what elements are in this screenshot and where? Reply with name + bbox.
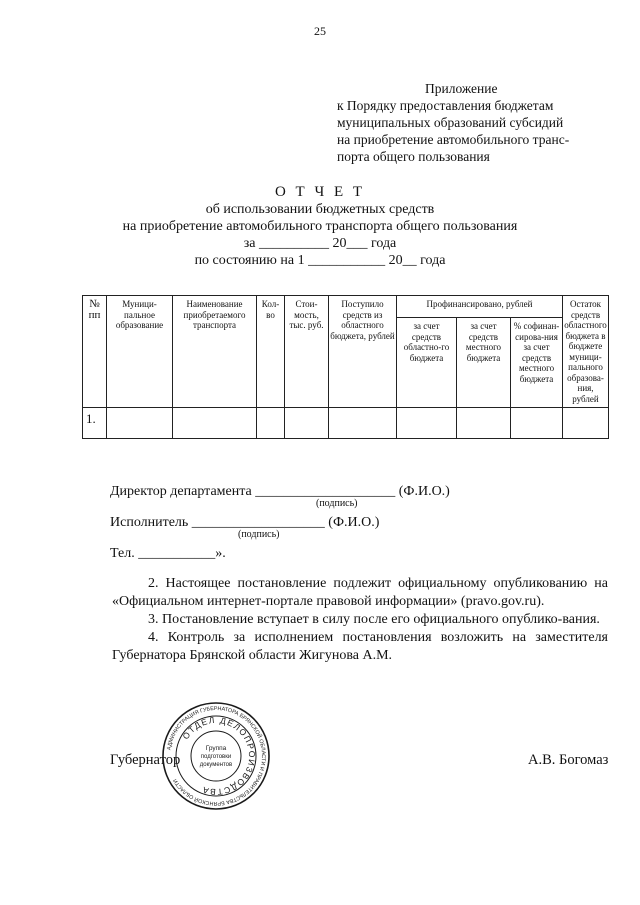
executor-signature-line: Исполнитель ___________________ (Ф.И.О.) bbox=[110, 515, 380, 530]
report-period: за __________ 20___ года bbox=[243, 236, 397, 251]
stamp-center-line: подготовки bbox=[200, 754, 232, 760]
col-header-cost: Стои-мость, тыс. руб. bbox=[285, 296, 329, 408]
stamp-seal-icon bbox=[160, 700, 272, 812]
col-header-municipality: Муници-пальное образование bbox=[107, 296, 173, 408]
report-heading bbox=[0, 184, 640, 269]
report-date: по состоянию на 1 ___________ 20__ года bbox=[194, 253, 446, 268]
report-title: О Т Ч Е Т bbox=[274, 184, 366, 200]
closing-paragraphs bbox=[112, 575, 608, 665]
stamp-inner-text: ОТДЕЛ ДЕЛОПРОИЗВОДСТВА bbox=[180, 714, 258, 798]
table-row bbox=[83, 408, 609, 439]
director-signature-line: Директор департамента ____________________ (Ф.И.О.) bbox=[110, 484, 450, 499]
appendix-line: порта общего пользования bbox=[337, 149, 490, 164]
col-header-balance: Остаток средств областного бюджета в бюджете муници-пального образова-ния, рублей bbox=[563, 296, 609, 408]
stamp-center-line: Группа bbox=[205, 745, 227, 752]
table-cell bbox=[257, 408, 285, 439]
table-cell bbox=[173, 408, 257, 439]
governor-name: А.В. Богомаз bbox=[528, 752, 609, 768]
table-cell: 1. bbox=[83, 408, 107, 439]
table-cell bbox=[107, 408, 173, 439]
table-cell bbox=[329, 408, 397, 439]
report-table bbox=[82, 295, 609, 439]
paragraph-3: 3. Постановление вступает в силу после его официального опублико-вания. bbox=[148, 612, 600, 627]
col-header-local: за счет средств местного бюджета bbox=[457, 318, 511, 408]
appendix-line: к Порядку предоставления бюджетам bbox=[337, 98, 554, 113]
appendix-block bbox=[337, 80, 607, 165]
col-header-qty: Кол-во bbox=[257, 296, 285, 408]
stamp-center-line: документов bbox=[199, 762, 233, 768]
table-cell bbox=[285, 408, 329, 439]
col-header-num: № пп bbox=[83, 296, 107, 408]
table-cell bbox=[511, 408, 563, 439]
table-cell bbox=[397, 408, 457, 439]
paragraph-2: 2. Настоящее постановление подлежит официальному опубликованию на «Официальном интернет-портале правовой информации» (pravo.gov.ru). bbox=[112, 576, 608, 609]
col-header-vehicle: Наименование приобретаемого транспорта bbox=[173, 296, 257, 408]
col-header-received: Поступило средств из областного бюджета, рублей bbox=[329, 296, 397, 408]
appendix-line: на приобретение автомобильного транс- bbox=[337, 132, 570, 147]
col-header-regional: за счет средств областно-го бюджета bbox=[397, 318, 457, 408]
col-header-percent: % софинан-сирова-ния за счет средств местного бюджета bbox=[511, 318, 563, 408]
col-header-financed: Профинансировано, рублей bbox=[397, 296, 563, 318]
phone-line: Тел. ___________». bbox=[110, 546, 226, 561]
paragraph-4: 4. Контроль за исполнением постановления возложить на заместителя Губернатора Брянской области Жигунова А.М. bbox=[112, 630, 608, 663]
appendix-line: муниципальных образований субсидий bbox=[337, 115, 564, 130]
table-cell bbox=[457, 408, 511, 439]
governor-title: Губернатор bbox=[110, 752, 181, 768]
signature-caption: (подпись) bbox=[316, 498, 358, 509]
page-number: 25 bbox=[314, 24, 326, 38]
appendix-title: Приложение bbox=[425, 81, 498, 96]
table-cell bbox=[563, 408, 609, 439]
signature-caption: (подпись) bbox=[238, 529, 280, 540]
official-stamp bbox=[160, 700, 272, 812]
stamp-outer-text: АДМИНИСТРАЦИЯ ГУБЕРНАТОРА БРЯНСКОЙ ОБЛАСТИ И ПРАВИТЕЛЬСТВА БРЯНСКОЙ ОБЛАСТИ bbox=[166, 705, 267, 807]
report-subtitle-1: об использовании бюджетных средств bbox=[205, 202, 435, 217]
report-subtitle-2: на приобретение автомобильного транспорта общего пользования bbox=[122, 219, 518, 234]
